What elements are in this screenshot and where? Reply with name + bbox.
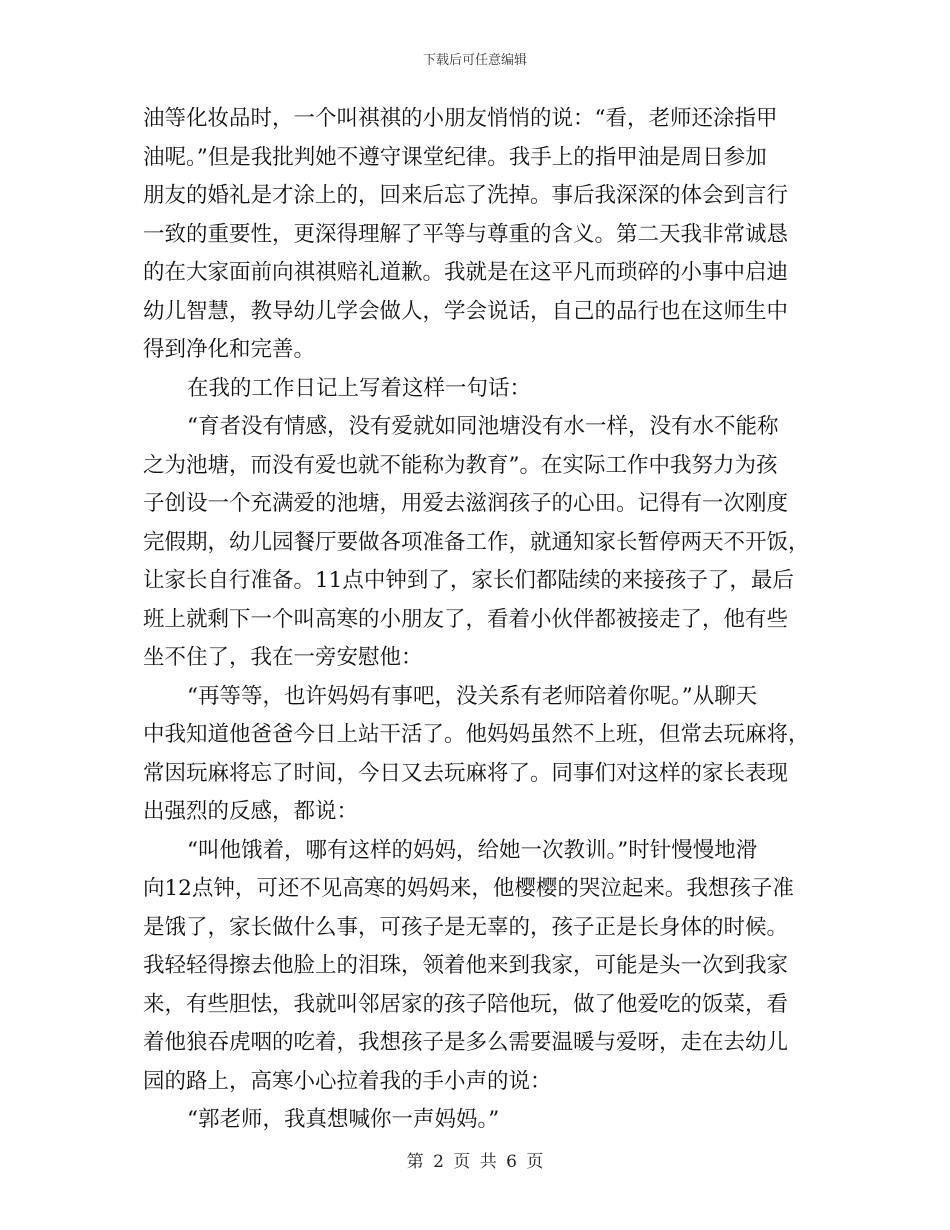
- text-line: 一致的重要性，更深得理解了平等与尊重的含义。第二天我非常诚恳: [143, 221, 789, 247]
- text-line: 在我的工作日记上写着这样一句话：: [187, 375, 532, 401]
- text-line: 常因玩麻将忘了时间，今日又去玩麻将了。同事们对这样的家长表现: [143, 760, 789, 786]
- page-number: 第 2 页 共 6 页: [406, 1152, 544, 1172]
- text-line: 园的路上，高寒小心拉着我的手小声的说：: [143, 1068, 552, 1094]
- text-line: “育者没有情感，没有爱就如同池塘没有水一样，没有水不能称: [187, 414, 779, 439]
- text-line: “郭老师，我真想喊你一声妈妈。”: [187, 1107, 500, 1132]
- text-line: 出强烈的反感，都说：: [143, 799, 359, 824]
- text-line: 中我知道他爸爸今日上站干活了。他妈妈虽然不上班，但常去玩麻将，: [143, 722, 810, 747]
- text-line: 幼儿智慧，教导幼儿学会做人，学会说话，自己的品行也在这师生中: [143, 298, 789, 324]
- text-line: 我轻轻得擦去他脸上的泪珠，领着他来到我家，可能是头一次到我家: [143, 953, 789, 978]
- text-line: 油呢。”但是我批判她不遵守课堂纪律。我手上的指甲油是周日参加: [143, 144, 767, 170]
- text-line: 向12点钟，可还不见高寒的妈妈来，他樱樱的哭泣起来。我想孩子准: [143, 876, 794, 901]
- text-line: 得到净化和完善。: [143, 337, 316, 362]
- text-line: 来，有些胆怯，我就叫邻居家的孩子陪他玩，做了他爱吃的饭菜，看: [143, 991, 789, 1017]
- text-line: 班上就剩下一个叫高寒的小朋友了，看着小伙伴都被接走了，他有些: [143, 606, 789, 632]
- text-line: “叫他饿着，哪有这样的妈妈，给她一次教训。”时针慢慢地滑: [187, 837, 758, 863]
- text-line: 子创设一个充满爱的池塘，用爱去滋润孩子的心田。记得有一次刚度: [143, 491, 789, 516]
- text-line: 之为池塘，而没有爱也就不能称为教育”。在实际工作中我努力为孩: [143, 452, 778, 478]
- text-line: 坐不住了，我在一旁安慰他：: [143, 645, 423, 670]
- text-line: 的在大家面前向祺祺赔礼道歉。我就是在这平凡而琐碎的小事中启迪: [143, 260, 789, 285]
- page-header: 下载后可任意编辑: [422, 53, 527, 68]
- document-body: [143, 100, 808, 1140]
- text-line: 是饿了，家长做什么事，可孩子是无辜的，孩子正是长身体的时候。: [143, 914, 789, 940]
- text-line: 完假期，幼儿园餐厅要做各项准备工作，就通知家长暂停两天不开饭，: [143, 529, 810, 555]
- text-line: 油等化妆品时，一个叫祺祺的小朋友悄悄的说：“看，老师还涂指甲: [143, 106, 778, 131]
- text-line: 着他狼吞虎咽的吃着，我想孩子是多么需要温暖与爱呀，走在去幼儿: [143, 1030, 789, 1055]
- text-line: 让家长自行准备。11点中钟到了，家长们都陆续的来接孩子了，最后: [143, 568, 794, 593]
- text-line: “再等等，也许妈妈有事吧，没关系有老师陪着你呢。”从聊天: [187, 683, 758, 709]
- text-line: 朋友的婚礼是才涂上的，回来后忘了洗掉。事后我深深的体会到言行: [143, 183, 789, 208]
